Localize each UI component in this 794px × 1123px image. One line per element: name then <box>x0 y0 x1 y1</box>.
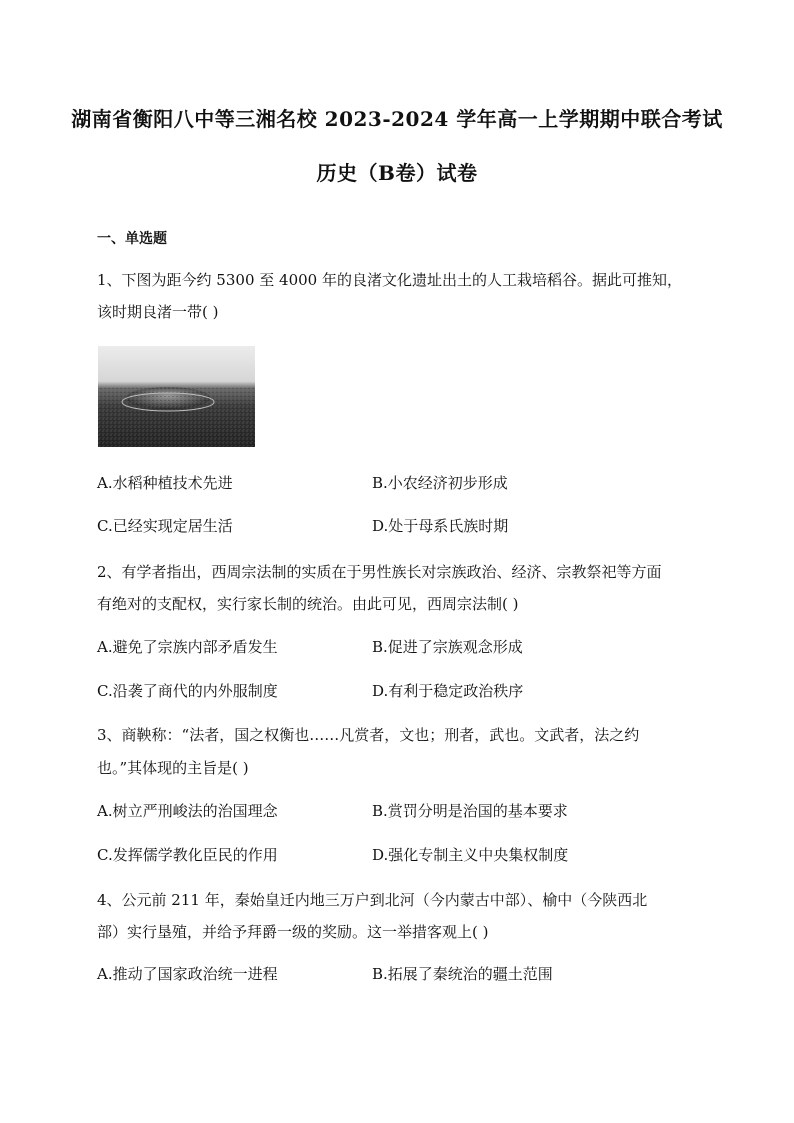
question-4-option-b[interactable]: B.拓展了秦统治的疆土范围 <box>372 965 553 983</box>
question-2-option-a[interactable]: A.避免了宗族内部矛盾发生 <box>97 638 278 656</box>
question-3-line-1: 3、商鞅称：“法者，国之权衡也……凡赏者，文也；刑者，武也。文武者，法之约 <box>97 726 640 744</box>
question-4-line-2: 部）实行垦殖，并给予拜爵一级的奖励。这一举措客观上( ) <box>97 923 489 941</box>
question-2-option-b[interactable]: B.促进了宗族观念形成 <box>372 638 523 656</box>
question-1-line-1: 1、下图为距今约 5300 至 4000 年的良渚文化遗址出土的人工栽培稻谷。据此可推知， <box>97 271 682 289</box>
question-3-option-c[interactable]: C.发挥儒学教化臣民的作用 <box>97 846 278 864</box>
question-3-line-2: 也。”其体现的主旨是( ) <box>97 759 249 777</box>
question-4-option-a[interactable]: A.推动了国家政治统一进程 <box>97 965 278 983</box>
question-3-option-b[interactable]: B.赏罚分明是治国的基本要求 <box>372 802 568 820</box>
question-1-option-c[interactable]: C.已经实现定居生活 <box>97 517 233 535</box>
exam-title-line-1: 湖南省衡阳八中等三湘名校 2023-2024 学年高一上学期期中联合考试 <box>71 107 723 131</box>
question-1-option-b[interactable]: B.小农经济初步形成 <box>372 474 508 492</box>
question-2-option-c[interactable]: C.沿袭了商代的内外服制度 <box>97 682 278 700</box>
question-1-line-2: 该时期良渚一带( ) <box>97 303 219 321</box>
question-4-line-1: 4、公元前 211 年，秦始皇迁内地三万户到北河（今内蒙古中部）、榆中（今陕西北 <box>97 891 648 909</box>
question-3-option-a[interactable]: A.树立严刑峻法的治国理念 <box>97 802 278 820</box>
section-heading: 一、单选题 <box>97 231 167 247</box>
question-1-option-a[interactable]: A.水稻种植技术先进 <box>97 474 233 492</box>
question-2-line-2: 有绝对的支配权，实行家长制的统治。由此可见，西周宗法制( ) <box>97 595 519 613</box>
question-3-option-d[interactable]: D.强化专制主义中央集权制度 <box>372 846 569 864</box>
exam-title-line-2: 历史（B卷）试卷 <box>316 161 478 185</box>
rice-grain-photo <box>98 346 255 447</box>
question-1-option-d[interactable]: D.处于母系氏族时期 <box>372 517 509 535</box>
question-2-line-1: 2、有学者指出，西周宗法制的实质在于男性族长对宗族政治、经济、宗教祭祀等方面 <box>97 563 662 581</box>
question-2-option-d[interactable]: D.有利于稳定政治秩序 <box>372 682 524 700</box>
